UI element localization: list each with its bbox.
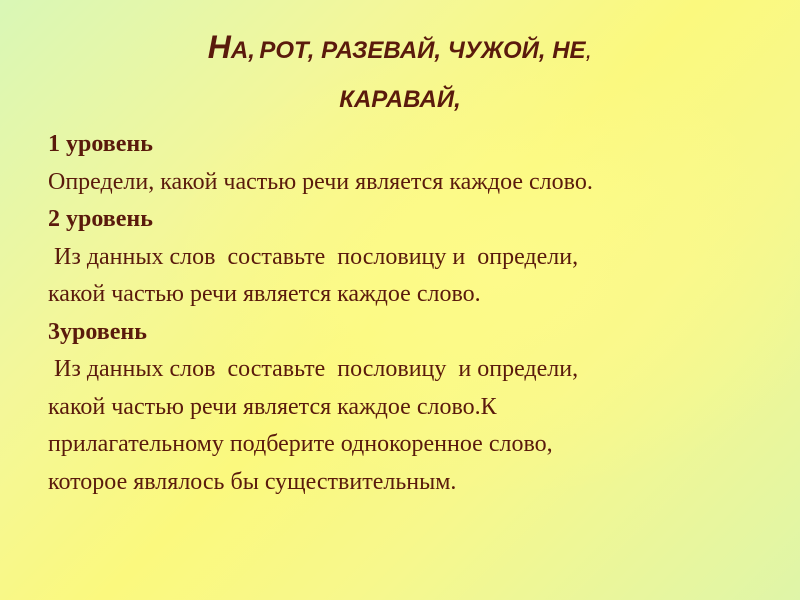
slide-title (60, 24, 740, 123)
level-2-text-line-2: какой частью речи является каждое слово. (48, 281, 481, 307)
level-1-heading: 1 уровень (48, 131, 153, 157)
level-2-text-line-1: Из данных слов составьте пословицу и определи, (48, 243, 579, 270)
title-first-letter: Н (207, 29, 231, 65)
title-line-2: КАРАВАЙ, (339, 86, 461, 113)
level-3-text-line-2: какой частью речи является каждое слово.К (48, 393, 497, 420)
title-trailing-comma: , (585, 37, 593, 64)
level-3-text-line-3: прилагательному подберите однокоренное слово, (48, 431, 553, 457)
title-first-word-rest: А, (230, 37, 255, 64)
level-3-text-line-1: Из данных слов составьте пословицу и определи, (48, 356, 579, 382)
title-line-1 (60, 24, 740, 77)
level-2-heading: 2 уровень (48, 206, 153, 232)
level-3-text-line-4: которое являлось бы существительным. (48, 468, 457, 495)
level-1-text: Определи, какой частью речи является каждое слово. (48, 168, 593, 195)
level-3-heading: 3уровень (48, 318, 147, 345)
title-words: РОТ, РАЗЕВАЙ, ЧУЖОЙ, НЕ (259, 37, 586, 64)
task-body (48, 126, 768, 501)
